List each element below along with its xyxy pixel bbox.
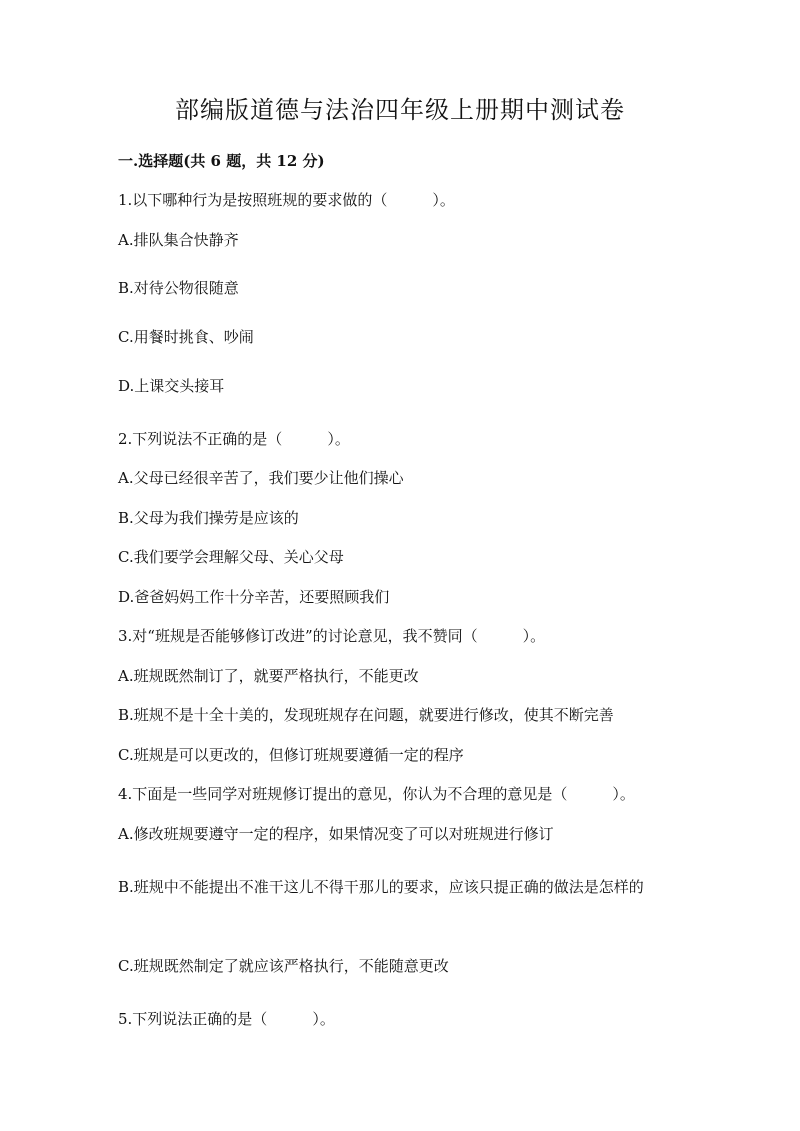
- exam-title: 部编版道德与法治四年级上册期中测试卷: [175, 96, 625, 124]
- question-2-stem: 2.下列说法不正确的是（ ）。: [118, 430, 350, 448]
- question-2-option-c: C.我们要学会理解父母、关心父母: [118, 548, 344, 566]
- question-2-option-b: B.父母为我们操劳是应该的: [118, 509, 299, 527]
- question-1-option-a: A.排队集合快静齐: [118, 231, 239, 249]
- question-1-stem: 1.以下哪种行为是按照班规的要求做的（ ）。: [118, 191, 455, 209]
- question-4-option-b: B.班规中不能提出不准干这儿不得干那儿的要求，应该只提正确的做法是怎样的: [118, 878, 644, 896]
- question-3-option-c: C.班规是可以更改的，但修订班规要遵循一定的程序: [118, 746, 464, 764]
- question-4-option-c: C.班规既然制定了就应该严格执行，不能随意更改: [118, 957, 449, 975]
- question-3-stem: 3.对“班规是否能够修订改进”的讨论意见，我不赞同（ ）。: [118, 627, 546, 645]
- question-3-option-a: A.班规既然制订了，就要严格执行，不能更改: [118, 667, 419, 685]
- question-3-option-b: B.班规不是十全十美的，发现班规存在问题，就要进行修改，使其不断完善: [118, 706, 614, 724]
- question-2-option-a: A.父母已经很辛苦了，我们要少让他们操心: [118, 469, 404, 487]
- question-4-stem: 4.下面是一些同学对班规修订提出的意见，你认为不合理的意见是（ ）。: [118, 785, 635, 803]
- section-heading: 一.选择题(共 6 题，共 12 分): [118, 152, 325, 170]
- question-1-option-d: D.上课交头接耳: [118, 377, 225, 395]
- question-4-option-a: A.修改班规要遵守一定的程序，如果情况变了可以对班规进行修订: [118, 825, 554, 843]
- question-1-option-b: B.对待公物很随意: [118, 279, 239, 297]
- question-5-stem: 5.下列说法正确的是（ ）。: [118, 1010, 335, 1028]
- question-2-option-d: D.爸爸妈妈工作十分辛苦，还要照顾我们: [118, 588, 390, 606]
- question-1-option-c: C.用餐时挑食、吵闹: [118, 328, 254, 346]
